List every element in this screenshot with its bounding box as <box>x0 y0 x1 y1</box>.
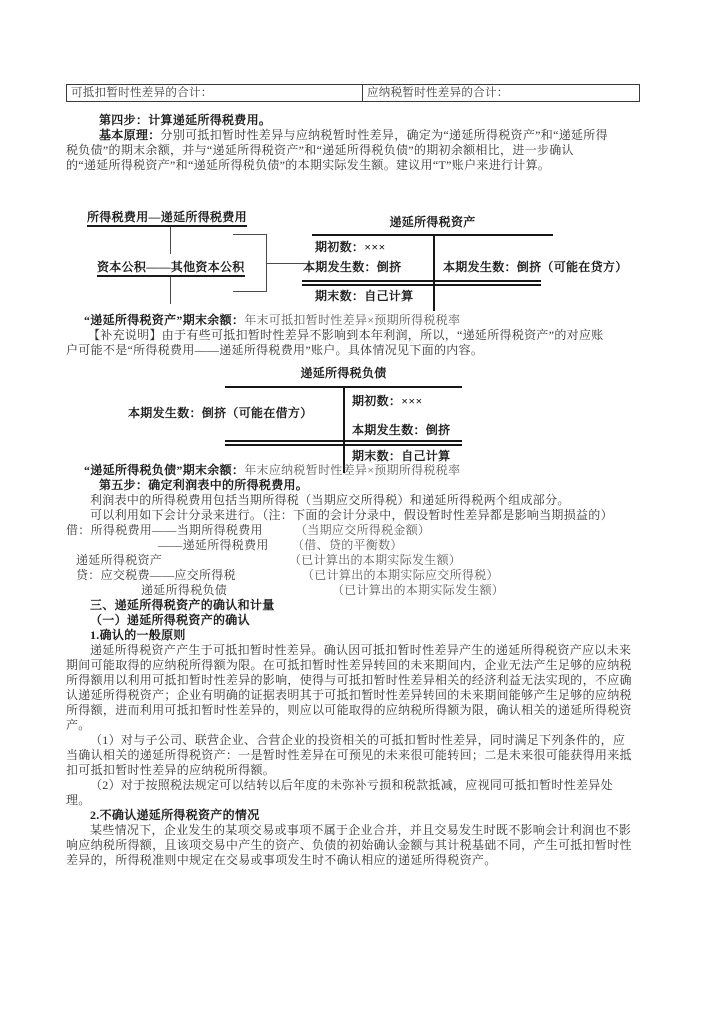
t-account-asset-begin: 期初数：××× <box>315 240 386 254</box>
account-label-income-tax-expense: 所得税费用—递延所得税费用 <box>87 210 247 224</box>
para3-line: 理。 <box>66 793 91 807</box>
point2-heading: 2.不确认递延所得税资产的情况 <box>90 808 260 822</box>
journal-entry-note: （当期应交所得税金额） <box>295 523 431 537</box>
section3-heading: 三、递延所得税资产的确认和计量 <box>90 598 275 612</box>
step4-heading: 第四步：计算递延所得税费用。 <box>99 113 272 127</box>
t-account-asset-centerline <box>433 234 435 311</box>
para4-line: 某些情况下，企业发生的某项交易或事项不属于企业合并，并且交易发生时既不影响会计利润也不影 <box>90 823 632 837</box>
journal-entry-note: （已计算出的本期实际发生额） <box>289 553 462 567</box>
para4-line: 差异的，所得税准则中规定在交易或事项发生时不确认相应的递延所得税资产。 <box>66 853 497 867</box>
liability-balance-formula: 年末应纳税暂时性差异×预期所得税税率 <box>244 463 461 477</box>
t-account-liability-centerline <box>343 386 345 473</box>
document-content <box>66 84 640 868</box>
para3-line: （2）对于按照税法规定可以结转以后年度的未弥补亏损和税款抵减，应视同可抵扣暂时性差异处 <box>90 778 613 792</box>
t-account-asset-end: 期末数：自己计算 <box>315 289 414 303</box>
bracket-connector <box>267 263 304 264</box>
bracket-arm-top <box>233 234 267 235</box>
table-cell-deductible-total: 可抵扣暂时性差异的合计： <box>67 85 363 101</box>
journal-entry-note: （借、贷的平衡数） <box>292 538 403 552</box>
supplement-note-line-1: 【补充说明】由于有些可抵扣暂时性差异不影响到本年利润，所以，“递延所得税资产”的对应账 <box>88 328 604 342</box>
t-account-liability-begin: 期初数：××× <box>352 394 423 408</box>
stem-line-2 <box>170 277 171 304</box>
para1-line: 认递延所得税资产；企业有明确的证据表明其于可抵扣暂时性差异转回的未来期间能够产生足够的应纳税 <box>66 688 632 702</box>
para4-line: 响应纳税所得额，且该项交易中产生的资产、负债的初始确认金额与其计税基础不同，产生可抵扣暂时性 <box>66 838 632 852</box>
stem-line-1 <box>170 227 171 254</box>
step4-principle-line-2: 税负债”的期末余额，并与“递延所得税资产”和“递延所得税负债”的期初余额相比，进一步确认 <box>66 143 574 157</box>
principle-label: 基本原理： <box>99 128 161 142</box>
t-account-asset-credit-occur: 本期发生数：倒挤（可能在贷方） <box>443 260 628 274</box>
para2-line: 当确认相关的递延所得税资产：一是暂时性差异在可预见的未来很可能转回；二是未来很可能获得用来抵 <box>66 748 632 762</box>
step4-principle-line-1: 基本原理：分别可抵扣暂时性差异与应纳税暂时性差异，确定为“递延所得税资产”和“递延所得 <box>99 128 608 142</box>
step5-line-1: 利润表中的所得税费用包括当期所得税（当期应交所得税）和递延所得税两个组成部分。 <box>90 493 570 507</box>
t-account-liability-double-rule <box>225 440 462 446</box>
asset-balance-line <box>66 313 640 328</box>
para2-line: （1）对与子公司、联营企业、合营企业的投资相关的可抵扣暂时性差异，同时满足下列条件的，应 <box>90 733 626 747</box>
asset-balance-label: “递延所得税资产”期末余额： <box>84 313 245 327</box>
t-account-diagram-asset <box>66 201 640 313</box>
para1-line: 所得额用以利用可抵扣暂时性差异的影响，使得与可抵扣暂时性差异相关的经济利益无法实现的，不应确 <box>66 673 632 687</box>
t-account-liability-end: 期末数：自己计算 <box>352 449 451 463</box>
bracket-arm-bottom <box>233 291 267 292</box>
step5-heading: 第五步：确定利润表中的所得税费用。 <box>99 478 309 492</box>
journal-entry-note: （已计算出的本期实际应交所得税） <box>302 568 499 582</box>
para1-line: 递延所得税资产产生于可抵扣暂时性差异。确认因可抵扣暂时性差异产生的递延所得税资产应以未来 <box>90 643 632 657</box>
journal-entry-note: （已计算出的本期实际发生额） <box>332 583 505 597</box>
t-account-liability-debit-occur: 本期发生数：倒挤（可能在借方） <box>128 406 313 420</box>
journal-entry-credit-tax-payable: 贷：应交税费——应交所得税 （已计算出的本期实际应交所得税） <box>76 568 499 582</box>
para1-line: 所得额，进而利用可抵扣暂时性差异的，则应以可能取得的应纳税所得额为限，确认相关的递延所得税资 <box>66 703 632 717</box>
para1-line: 产。 <box>66 718 91 732</box>
table-cell-taxable-total: 应纳税暂时性差异的合计： <box>367 87 509 99</box>
t-account-liability-credit-occur: 本期发生数：倒挤 <box>352 423 451 437</box>
asset-balance-formula: 年末可抵扣暂时性差异×预期所得税税率 <box>244 313 461 327</box>
account-label-capital-reserve: 资本公积——其他资本公积 <box>97 260 245 274</box>
journal-entry-debit-deferred: ——递延所得税费用 （借、贷的平衡数） <box>158 538 403 552</box>
para2-line: 扣可抵扣暂时性差异的应纳税所得额。 <box>66 763 276 777</box>
step5-line-2: 可以利用如下会计分录来进行。（注：下面的会计分录中，假设暂时性差异都是影响当期损益的） <box>90 508 613 522</box>
journal-entry-deferred-asset: 递延所得税资产 （已计算出的本期实际发生额） <box>76 553 462 567</box>
t-account-liability-title: 递延所得税负债 <box>300 366 387 380</box>
para1-line: 期间可能取得的应纳税所得额为限。在可抵扣暂时性差异转回的未来期间内，企业无法产生足够的应纳税 <box>66 658 632 672</box>
summary-table <box>66 84 640 102</box>
journal-entry-deferred-liability: 递延所得税负债 （已计算出的本期实际发生额） <box>141 583 505 597</box>
liability-balance-label: “递延所得税负债”期末余额： <box>84 463 245 477</box>
liability-balance-line <box>66 463 640 478</box>
t-account-asset-debit-occur: 本期发生数：倒挤 <box>303 260 402 274</box>
point1-heading: 1.确认的一般原则 <box>90 628 186 642</box>
step4-principle-line-3: 的“递延所得税资产”和“递延所得税负债”的本期实际发生额。建议用“T”账户来进行计算。 <box>66 158 551 172</box>
supplement-note-line-2: 户可能不是“所得税费用——递延所得税费用”账户。具体情况见下面的内容。 <box>66 343 484 357</box>
t-account-diagram-liability <box>66 366 640 473</box>
journal-entry-debit-current: 借：所得税费用——当期所得税费用 （当期应交所得税金额） <box>66 523 431 537</box>
t-account-asset-title: 递延所得税资产 <box>389 215 476 229</box>
section3-sub-heading: （一）递延所得税资产的确认 <box>90 613 250 627</box>
t-account-asset-double-rule <box>302 280 541 286</box>
